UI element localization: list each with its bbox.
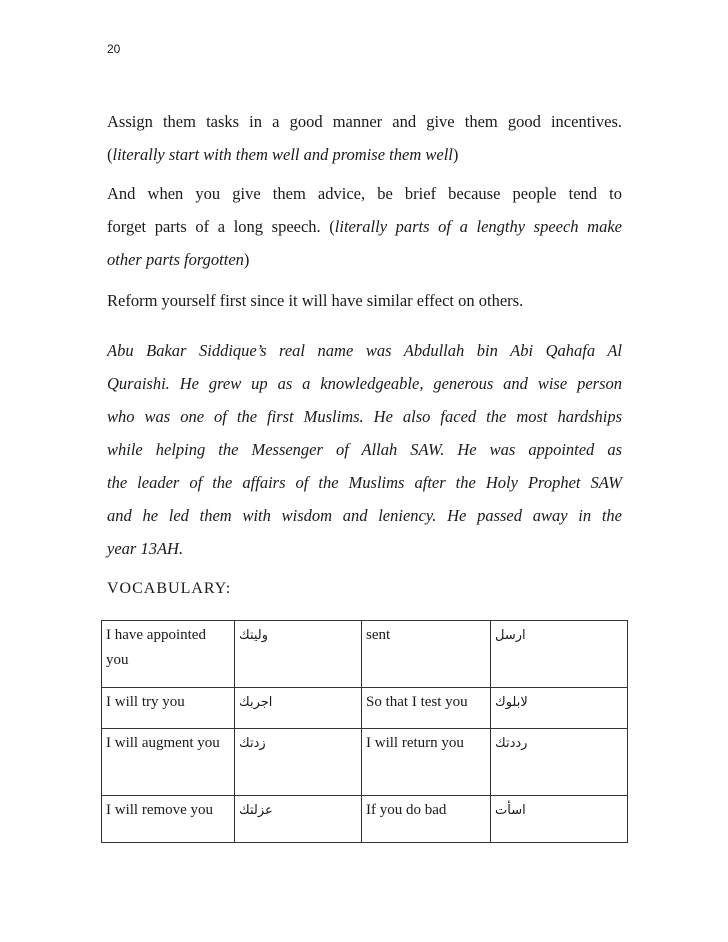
paragraph-line: while helping the Messenger of Allah SAW. He was appointed as [107,440,622,459]
table-row [102,729,628,796]
text-run: forget parts of a long speech. ( [107,217,335,236]
vocabulary-heading: VOCABULARY: [107,580,232,597]
paragraph-line: who was one of the first Muslims. He also faced the most hardships [107,407,622,426]
literal-translation: literally parts of a lengthy speech make [334,217,622,236]
paragraph-abu-bakar [107,334,622,565]
paragraph-line: year 13AH. [107,539,184,558]
english-term: I will try you [102,688,235,729]
paragraph-line [107,210,622,243]
paragraph-line [107,138,622,171]
table-row [102,688,628,729]
literal-translation: other parts forgotten [107,250,244,269]
arabic-term: وليتك [235,621,362,688]
vocabulary-table [101,620,628,843]
paragraph-line: And when you give them advice, be brief because people tend to [107,184,622,203]
paren-close: ) [243,250,250,269]
paren-close: ) [452,145,459,164]
page-number: 20 [107,42,121,56]
english-term: I will return you [362,729,491,796]
arabic-term: اجربك [235,688,362,729]
english-term: I have appointed you [102,621,235,688]
paragraph-reform [107,284,622,317]
english-term: I will augment you [102,729,235,796]
paragraph-advice [107,177,622,276]
arabic-term: اسأت [491,796,628,843]
english-term: sent [362,621,491,688]
paragraph-line: the leader of the affairs of the Muslims after the Holy Prophet SAW [107,473,622,492]
arabic-term: ارسل [491,621,628,688]
paragraph-line: Abu Bakar Siddique’s real name was Abdullah bin Abi Qahafa Al [107,341,622,360]
paragraph-line: Assign them tasks in a good manner and give them good incentives. [107,112,622,131]
paragraph-incentives [107,105,622,171]
english-term: So that I test you [362,688,491,729]
paragraph-line: and he led them with wisdom and leniency. He passed away in the [107,506,622,525]
literal-translation: literally start with them well and promise them well [112,145,453,164]
english-term: If you do bad [362,796,491,843]
arabic-term: زدتك [235,729,362,796]
paren-open: ( [107,145,113,164]
english-term: I will remove you [102,796,235,843]
arabic-term: لابلوك [491,688,628,729]
paragraph-line: Reform yourself first since it will have similar effect on others. [107,291,524,310]
paragraph-line [107,243,622,276]
paragraph-line: Quraishi. He grew up as a knowledgeable, generous and wise person [107,374,622,393]
table-row [102,796,628,843]
table-row [102,621,628,688]
arabic-term: رددتك [491,729,628,796]
arabic-term: عزلتك [235,796,362,843]
